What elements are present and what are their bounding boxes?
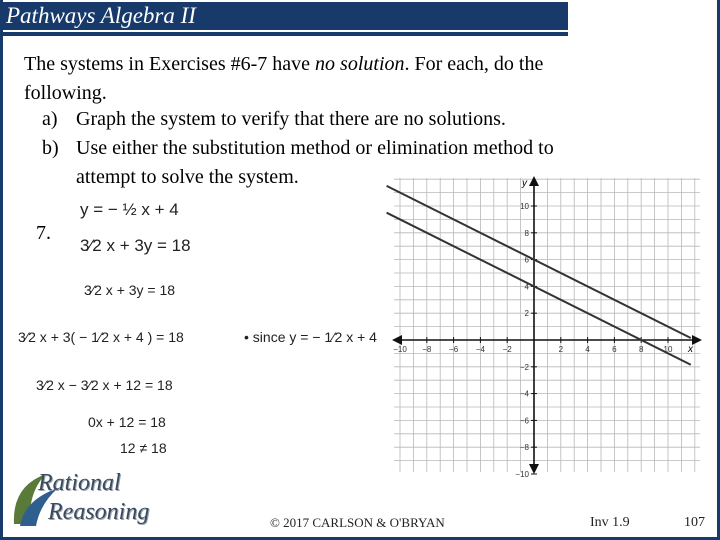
page-number: 107: [684, 515, 705, 530]
y-tick-label: −8: [519, 443, 529, 453]
x-tick-label: −10: [393, 345, 407, 354]
y-axis-label: y: [522, 178, 527, 189]
y-tick-label: −10: [515, 470, 529, 479]
item-b-label: b): [42, 137, 59, 159]
item-b-text-2: attempt to solve the system.: [76, 166, 299, 188]
work-step-3: 3⁄2 x − 3⁄2 x + 12 = 18: [36, 377, 173, 393]
x-tick-label: 6: [612, 345, 617, 354]
investigation-label: Inv 1.9: [590, 515, 630, 530]
logo-line-1: Rational: [38, 470, 121, 496]
x-tick-label: 8: [638, 345, 644, 354]
y-tick-label: 4: [524, 282, 529, 292]
equation-2: 3⁄2 x + 3y = 18: [80, 236, 191, 255]
slide-title: Pathways Algebra II: [6, 3, 196, 28]
coordinate-graph: [382, 168, 712, 488]
y-tick-label: −6: [519, 416, 529, 426]
x-axis-label: x: [688, 344, 693, 355]
x-tick-label: −2: [502, 345, 512, 354]
exercise-number: 7.: [36, 222, 51, 244]
plotted-line: [387, 186, 691, 338]
bullet: •: [244, 329, 249, 345]
title-bar: [2, 2, 568, 30]
note-text: since y = − 1⁄2 x + 4: [252, 329, 377, 345]
logo-line-2: Reasoning: [48, 499, 150, 525]
y-tick-label: −4: [519, 389, 529, 399]
work-step-1: 3⁄2 x + 3y = 18: [84, 282, 176, 298]
substitution-note: [244, 329, 377, 345]
y-tick-label: −2: [519, 362, 529, 372]
x-tick-label: 2: [558, 345, 564, 354]
y-tick-label: 2: [524, 309, 529, 319]
y-tick-label: 10: [520, 202, 529, 211]
copyright: © 2017 CARLSON & O'BRYAN: [270, 515, 445, 530]
y-tick-label: 6: [524, 255, 529, 265]
emphasis-no-solution: no solution: [315, 53, 405, 75]
x-tick-label: −4: [475, 345, 485, 354]
graph-grid: [394, 178, 700, 472]
x-tick-label: −6: [449, 345, 459, 354]
item-b-text: Use either the substitution method or elimination method to: [76, 137, 554, 159]
title-underline: [2, 32, 568, 36]
x-tick-label: −8: [422, 345, 432, 354]
y-axis-arrow-down: [529, 464, 539, 474]
item-a-text: Graph the system to verify that there are no solutions.: [76, 108, 506, 130]
y-tick-label: 8: [524, 228, 529, 238]
work-step-5: 12 ≠ 18: [120, 440, 167, 456]
intro-line-2: following.: [24, 82, 107, 104]
slide-frame-left: [0, 0, 3, 540]
equation-1: y = − ½ x + 4: [80, 200, 179, 219]
x-tick-label: 4: [585, 345, 590, 354]
work-step-2: 3⁄2 x + 3( − 1⁄2 x + 4 ) = 18: [18, 329, 184, 345]
instructions: [24, 50, 684, 108]
x-tick-label: 10: [663, 345, 673, 354]
x-axis-arrow-right: [692, 335, 702, 345]
graph-lines: [387, 186, 691, 365]
item-a-label: a): [42, 108, 58, 130]
intro-line-1: The systems in Exercises #6-7 have no solution. For each, do the: [24, 53, 544, 75]
work-step-4: 0x + 12 = 18: [88, 414, 166, 430]
y-axis-arrow-up: [529, 176, 539, 186]
plotted-line: [387, 213, 691, 365]
